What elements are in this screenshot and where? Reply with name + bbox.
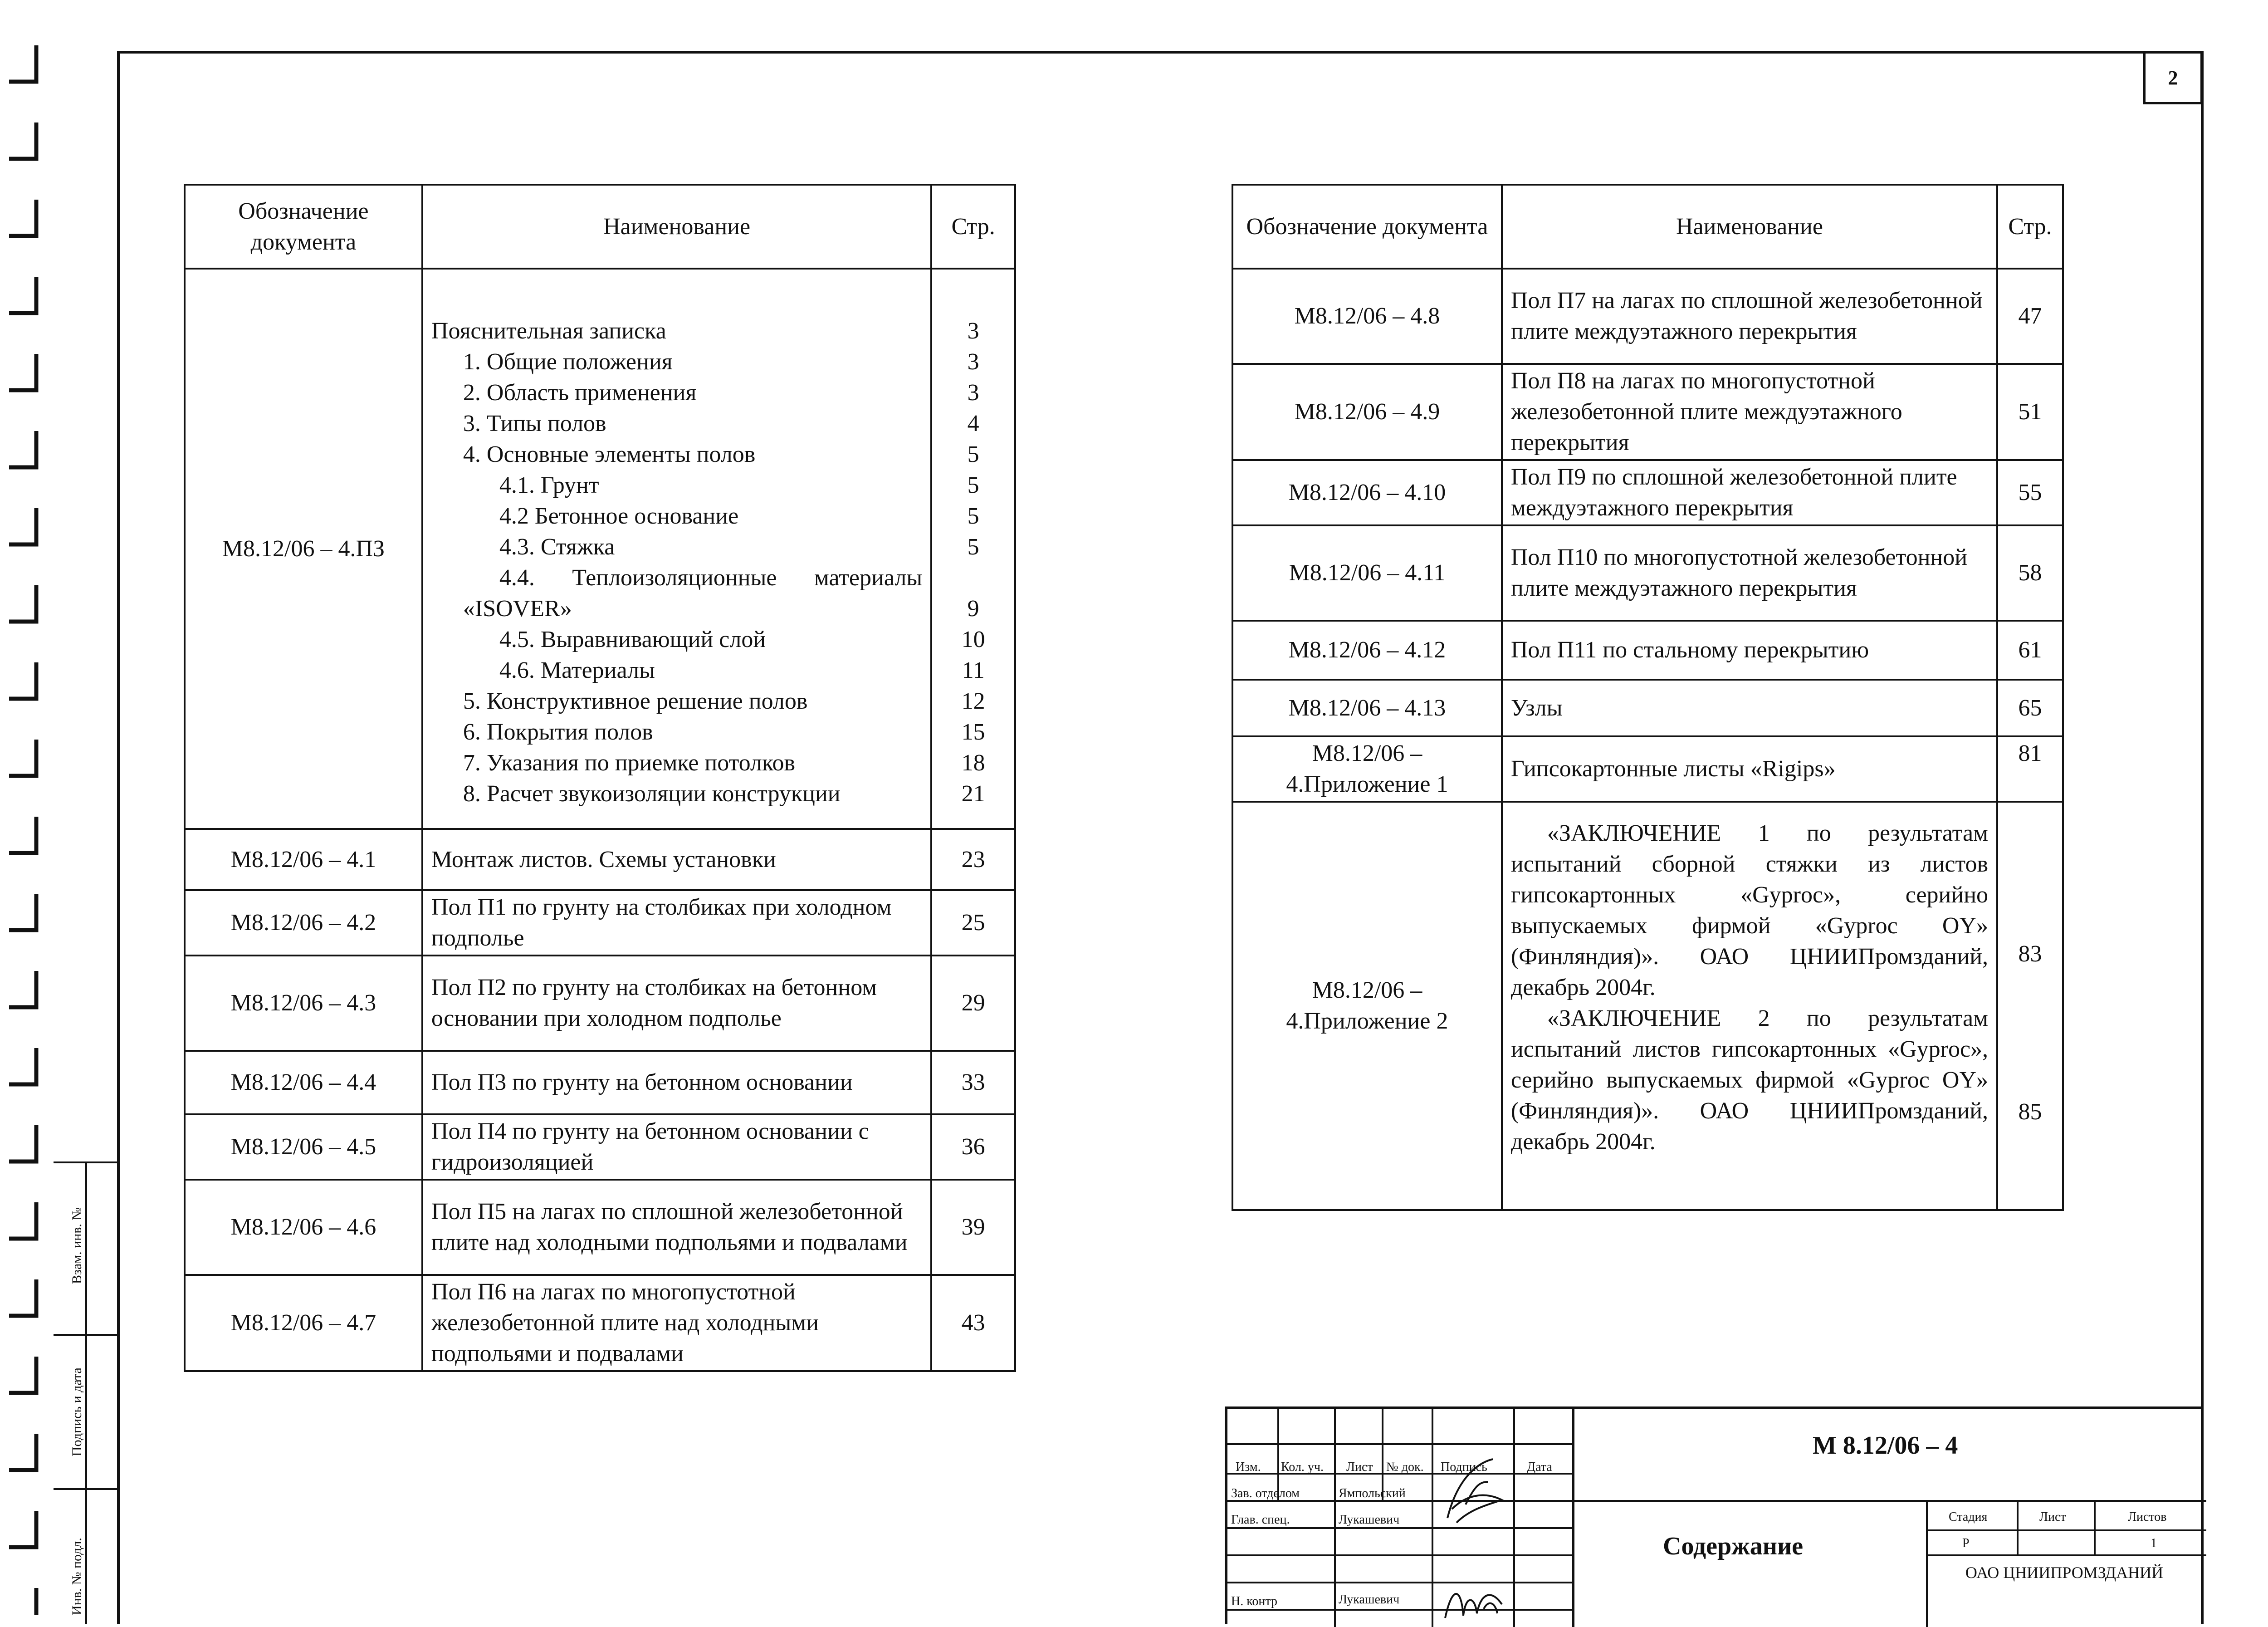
cell-page: 65: [1997, 680, 2063, 736]
cell-name: Пол П7 на лагах по сплошной железобетонной плите междуэтажного перекрытия: [1502, 269, 1997, 364]
table-row: [185, 956, 1015, 1051]
cell-name: Пол П4 по грунту на бетонном основании с гидроизоляцией: [422, 1114, 931, 1180]
cell-page: 33: [931, 1051, 1015, 1114]
cell-page: 39: [931, 1180, 1015, 1275]
binding-mark: [9, 354, 36, 390]
cell-code: М8.12/06 – 4.5: [185, 1114, 422, 1180]
pz-line: «ISOVER»: [463, 595, 572, 622]
table-row: [185, 1051, 1015, 1114]
header-code: Обозначение документа: [185, 185, 422, 269]
binding-mark: [9, 45, 36, 82]
signature-1: [1438, 1455, 1511, 1527]
cell-name: Пол П11 по стальному перекрытию: [1502, 621, 1997, 680]
signature-2: [1438, 1577, 1511, 1627]
pz-page: 9: [967, 595, 979, 622]
side-stamp: [54, 1161, 117, 1624]
table-row: [1232, 621, 2063, 680]
header-page: Стр.: [1997, 185, 2063, 269]
role-head: Зав. отделом: [1231, 1486, 1300, 1500]
name-chief: Лукашевич: [1339, 1513, 1400, 1527]
binding-mark: [9, 971, 36, 1007]
table-row: [185, 829, 1015, 890]
cell-name: Пол П3 по грунту на бетонном основании: [422, 1051, 931, 1114]
cell-code: М8.12/06 – 4.4: [185, 1051, 422, 1114]
pz-line: 4.4. Теплоизоляционные материалы: [499, 564, 923, 591]
table-row: [1232, 525, 2063, 621]
right-contents-table: [1232, 184, 2064, 1211]
appendix2-pages: [1997, 802, 2063, 1210]
col-date: Дата: [1527, 1460, 1552, 1474]
appendix2-page1: 83: [2018, 941, 2042, 967]
pz-page: 21: [961, 780, 985, 807]
appendix2-text: [1502, 802, 1997, 1210]
binding-mark: [9, 508, 36, 544]
pz-line: 4.2 Бетонное основание: [499, 503, 739, 529]
pz-line: 6. Покрытия полов: [463, 719, 653, 745]
appendix2-code: М8.12/06 – 4.Приложение 2: [1232, 802, 1502, 1210]
sheet-number: 2: [2143, 51, 2203, 104]
binding-mark: [9, 123, 36, 159]
stage-value: Р: [1962, 1536, 1970, 1550]
cell-name: Пол П6 на лагах по многопустотной железобетонной плите над холодными подпольями и подвалами: [422, 1275, 931, 1371]
header-name: Наименование: [1502, 185, 1997, 269]
name-norm: Лукашевич: [1339, 1593, 1400, 1607]
left-contents-table: [184, 184, 1016, 1372]
cell-name: Пол П2 по грунту на столбиках на бетонном основании при холодном подполье: [422, 956, 931, 1051]
col-docnum: № док.: [1386, 1460, 1424, 1474]
binding-mark: [9, 431, 36, 467]
pz-page: 3: [967, 379, 979, 406]
table-row: [1232, 680, 2063, 736]
stage-header: Стадия: [1949, 1510, 1988, 1524]
table-row: [1232, 364, 2063, 460]
sheet-header: Лист: [2039, 1510, 2066, 1524]
binding-mark: [9, 585, 36, 622]
table-row: [185, 1114, 1015, 1180]
pz-line: 4.1. Грунт: [499, 472, 599, 498]
table-header-row: [185, 185, 1015, 269]
sheets-value: 1: [2151, 1536, 2157, 1550]
header-page: Стр.: [931, 185, 1015, 269]
binding-mark: [9, 1125, 36, 1161]
cell-name: Пол П9 по сплошной железобетонной плите междуэтажного перекрытия: [1502, 460, 1997, 525]
binding-mark: [9, 1202, 36, 1239]
pz-page: 5: [967, 441, 979, 467]
cell-code: М8.12/06 – 4.8: [1232, 269, 1502, 364]
table-header-row: [1232, 185, 2063, 269]
cell-code: М8.12/06 – 4.12: [1232, 621, 1502, 680]
document-title: Содержание: [1663, 1532, 1804, 1560]
pz-page: 10: [961, 626, 985, 652]
pz-page: 15: [961, 719, 985, 745]
col-signature: Подпись: [1441, 1460, 1487, 1474]
cell-code: М8.12/06 – 4.9: [1232, 364, 1502, 460]
cell-page: 36: [931, 1114, 1015, 1180]
pz-line: 4.3. Стяжка: [499, 534, 615, 560]
pz-page: 18: [961, 750, 985, 776]
appendix2-para1: «ЗАКЛЮЧЕНИЕ 1 по результатам испытаний сборной стяжки из листов гипсокартонных «Gyproc», серийно выпускаемых фирмой «Gyproc OY» (Финляндия)». ОАО ЦНИИПромзданий, декабрь 2004г.: [1510, 820, 1989, 1000]
pz-page: 4: [967, 410, 979, 436]
cell-page: 29: [931, 956, 1015, 1051]
cell-name: Монтаж листов. Схемы установки: [422, 829, 931, 890]
cell-code: М8.12/06 – 4.3: [185, 956, 422, 1051]
header-name: Наименование: [422, 185, 931, 269]
cell-name: Пол П5 на лагах по сплошной железобетонной плите над холодными подпольями и подвалами: [422, 1180, 931, 1275]
table-row-appendix-2: [1232, 802, 2063, 1210]
cell-name: Узлы: [1502, 680, 1997, 736]
pz-contents: [422, 269, 931, 829]
pz-line: 4. Основные элементы полов: [463, 441, 756, 467]
cell-page: 25: [931, 890, 1015, 956]
cell-page: 55: [1997, 460, 2063, 525]
binding-mark: [9, 894, 36, 930]
table-row: [185, 1180, 1015, 1275]
side-label-signature: Подпись и дата: [69, 1367, 84, 1456]
pz-page: 5: [967, 503, 979, 529]
cell-name: Пол П10 по многопустотной железобетонной плите междуэтажного перекрытия: [1502, 525, 1997, 621]
pz-line: Пояснительная записка: [431, 318, 666, 344]
cell-page: 81: [1997, 736, 2063, 802]
side-label-inventory: Инв. № подл.: [69, 1538, 84, 1615]
appendix2-page2: 85: [2018, 1099, 2042, 1125]
cell-code: М8.12/06 – 4.Приложение 1: [1232, 736, 1502, 802]
pz-line: 8. Расчет звукоизоляции конструкции: [463, 780, 841, 807]
pz-line: 3. Типы полов: [463, 410, 606, 436]
binding-mark: [9, 1434, 36, 1470]
role-chief: Глав. спец.: [1231, 1513, 1290, 1527]
pz-line: 4.5. Выравнивающий слой: [499, 626, 766, 652]
pz-page: 12: [961, 688, 985, 714]
header-code: Обозначение документа: [1232, 185, 1502, 269]
pz-page: 3: [967, 318, 979, 344]
pz-line: 1. Общие положения: [463, 348, 673, 375]
name-head: Ямпольский: [1339, 1486, 1406, 1500]
binding-mark: [9, 740, 36, 776]
table-row: [1232, 460, 2063, 525]
binding-mark: [9, 200, 36, 236]
cell-page: 51: [1997, 364, 2063, 460]
binding-mark: [9, 1588, 36, 1615]
cell-code: М8.12/06 – 4.11: [1232, 525, 1502, 621]
table-row-explanatory-note: [185, 269, 1015, 829]
pz-page: 5: [967, 472, 979, 498]
binding-mark: [9, 1511, 36, 1547]
cell-code: М8.12/06 – 4.2: [185, 890, 422, 956]
cell-page: 47: [1997, 269, 2063, 364]
table-row: [185, 1275, 1015, 1371]
title-block: [1225, 1406, 2204, 1624]
document-designation: М 8.12/06 – 4: [1813, 1431, 1958, 1460]
side-label-replace: Взам. инв. №: [69, 1207, 84, 1284]
cell-name: Пол П1 по грунту на столбиках при холодном подполье: [422, 890, 931, 956]
pz-code: М8.12/06 – 4.ПЗ: [185, 269, 422, 829]
binding-mark: [9, 277, 36, 313]
cell-code: М8.12/06 – 4.1: [185, 829, 422, 890]
pz-pages: [931, 269, 1015, 829]
binding-mark: [9, 1279, 36, 1316]
pz-line: 5. Конструктивное решение полов: [463, 688, 808, 714]
cell-code: М8.12/06 – 4.6: [185, 1180, 422, 1275]
appendix2-para2: «ЗАКЛЮЧЕНИЕ 2 по результатам испытаний листов гипсокартонных «Gyproc», серийно выпускаемых фирмой «Gyproc OY» (Финляндия)». ОАО ЦНИИПромзданий, декабрь 2004г.: [1510, 1005, 1989, 1155]
cell-code: М8.12/06 – 4.13: [1232, 680, 1502, 736]
cell-name: Пол П8 на лагах по многопустотной железобетонной плите междуэтажного перекрытия: [1502, 364, 1997, 460]
role-norm: Н. контр: [1231, 1594, 1277, 1608]
col-sheet: Лист: [1346, 1460, 1373, 1474]
cell-name: Гипсокартонные листы «Rigips»: [1502, 736, 1997, 802]
pz-page: [940, 563, 1006, 593]
binding-mark: [9, 817, 36, 853]
pz-line: 7. Указания по приемке потолков: [463, 750, 796, 776]
pz-line: 2. Область применения: [463, 379, 697, 406]
col-change: Изм.: [1236, 1460, 1261, 1474]
binding-mark: [9, 1048, 36, 1084]
cell-code: М8.12/06 – 4.10: [1232, 460, 1502, 525]
pz-page: 11: [962, 657, 985, 683]
table-row: [185, 890, 1015, 956]
col-count: Кол. уч.: [1281, 1460, 1324, 1474]
cell-page: 23: [931, 829, 1015, 890]
binding-mark: [9, 662, 36, 699]
table-row: [1232, 269, 2063, 364]
cell-page: 43: [931, 1275, 1015, 1371]
binding-mark: [9, 1357, 36, 1393]
sheets-header: Листов: [2128, 1510, 2167, 1524]
cell-code: М8.12/06 – 4.7: [185, 1275, 422, 1371]
pz-line: 4.6. Материалы: [499, 657, 655, 683]
pz-page: 3: [967, 348, 979, 375]
cell-page: 58: [1997, 525, 2063, 621]
pz-page: 5: [967, 534, 979, 560]
table-row: [1232, 736, 2063, 802]
cell-page: 61: [1997, 621, 2063, 680]
organization: ОАО ЦНИИПРОМЗДАНИЙ: [1965, 1563, 2164, 1582]
